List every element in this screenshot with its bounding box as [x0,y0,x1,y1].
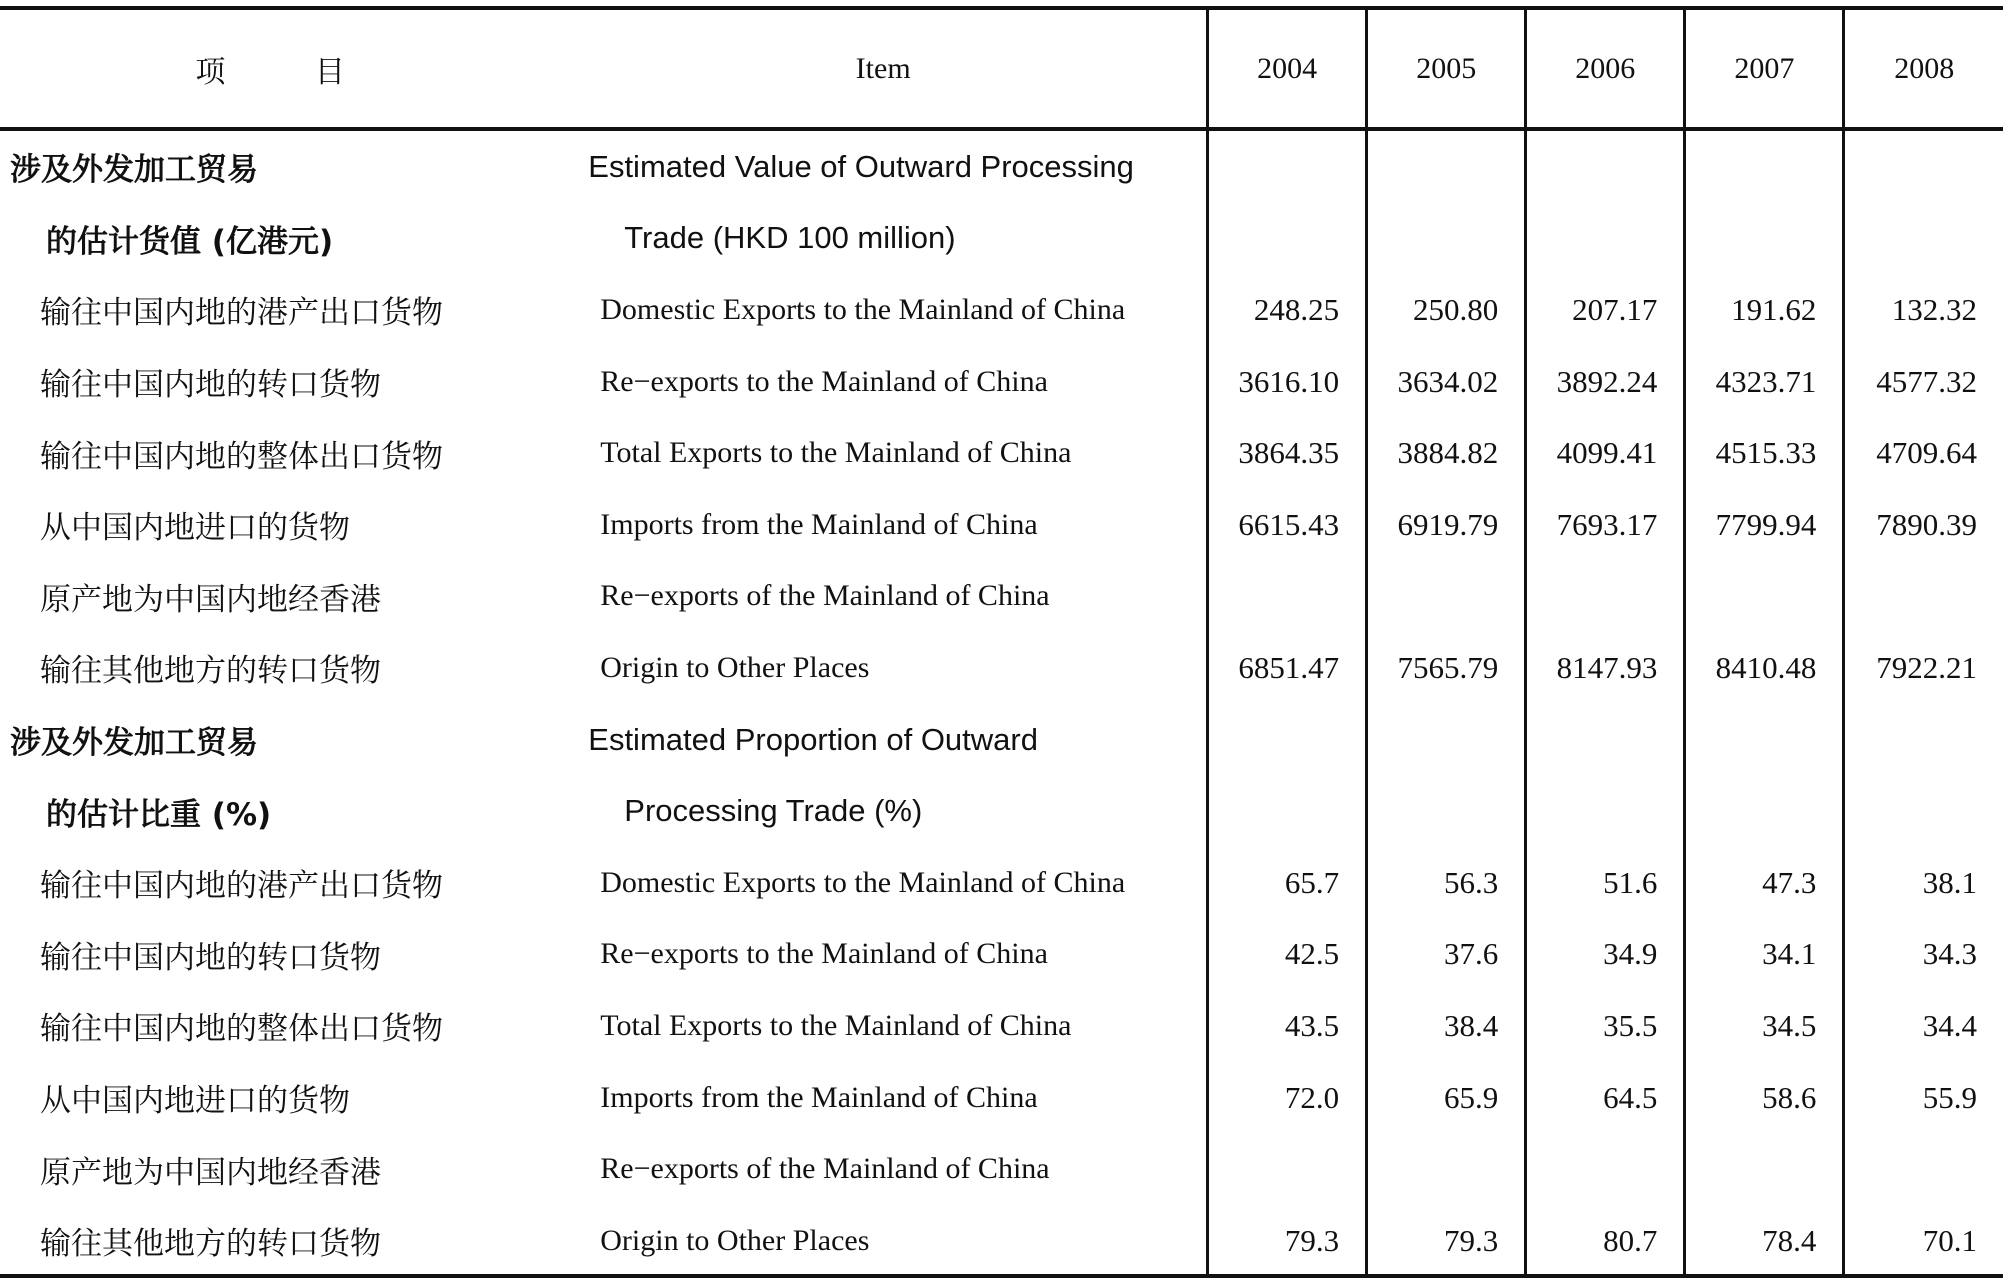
value-cell [1208,203,1367,275]
section-header-row [0,704,2003,776]
data-table [0,10,2003,1277]
value-cell [1526,775,1685,847]
value-cell [1526,561,1685,633]
row-label-cn: 的估计比重 (%) [46,796,272,833]
table-row [0,1205,2003,1277]
row-label-cn: 涉及外发加工贸易 [10,725,258,762]
value-cell: 51.6 [1526,847,1685,919]
section-header-row [0,203,2003,275]
value-cell [1844,704,2003,776]
row-label-cn: 输往中国内地的港产出口货物 [40,295,443,332]
value-cell [1685,561,1844,633]
section-header-row [0,775,2003,847]
value-cell: 4323.71 [1685,346,1844,418]
value-cell [1208,704,1367,776]
row-label-en: Trade (HKD 100 million) [624,220,956,256]
value-cell: 248.25 [1208,274,1367,346]
value-cell [1844,775,2003,847]
value-cell: 37.6 [1367,919,1526,991]
value-cell [1208,775,1367,847]
value-cell: 207.17 [1526,274,1685,346]
value-cell: 8410.48 [1685,632,1844,704]
value-cell: 3884.82 [1367,417,1526,489]
value-cell: 56.3 [1367,847,1526,919]
row-label-cn: 涉及外发加工贸易 [10,152,258,189]
value-cell: 72.0 [1208,1062,1367,1134]
row-label-cn: 输往中国内地的港产出口货物 [40,868,443,905]
table-row [0,1133,2003,1205]
value-cell: 7890.39 [1844,489,2003,561]
header-item-en: Item [560,10,1207,129]
value-cell [1685,775,1844,847]
value-cell: 43.5 [1208,990,1367,1062]
header-year: 2006 [1526,10,1685,129]
value-cell: 6615.43 [1208,489,1367,561]
value-cell [1208,129,1367,203]
table-body [0,129,2003,1277]
value-cell: 6851.47 [1208,632,1367,704]
value-cell: 58.6 [1685,1062,1844,1134]
header-year: 2005 [1367,10,1526,129]
row-label-cn: 输往中国内地的整体出口货物 [40,1011,443,1048]
value-cell [1367,704,1526,776]
row-label-en: Total Exports to the Mainland of China [600,1008,1072,1042]
table-row [0,561,2003,633]
row-label-en: Total Exports to the Mainland of China [600,436,1072,470]
table-header [0,10,2003,129]
row-label-en: Re−exports of the Mainland of China [600,579,1050,613]
header-row [0,10,2003,129]
row-label-cn: 输往其他地方的转口货物 [40,1226,381,1263]
table-row [0,1062,2003,1134]
header-year: 2007 [1685,10,1844,129]
value-cell: 65.7 [1208,847,1367,919]
table-row [0,847,2003,919]
value-cell: 34.3 [1844,919,2003,991]
value-cell [1367,561,1526,633]
value-cell: 42.5 [1208,919,1367,991]
row-label-cn: 输往其他地方的转口货物 [40,653,381,690]
row-label-en: Re−exports of the Mainland of China [600,1152,1050,1186]
value-cell: 47.3 [1685,847,1844,919]
value-cell [1526,203,1685,275]
value-cell: 34.1 [1685,919,1844,991]
row-label-en: Imports from the Mainland of China [600,1080,1038,1114]
value-cell: 38.4 [1367,990,1526,1062]
value-cell [1367,775,1526,847]
value-cell: 79.3 [1208,1205,1367,1277]
row-label-cn: 从中国内地进口的货物 [40,1083,350,1120]
row-label-en: Domestic Exports to the Mainland of China [600,292,1126,326]
value-cell [1685,129,1844,203]
value-cell [1526,129,1685,203]
value-cell [1526,1133,1685,1205]
value-cell: 7922.21 [1844,632,2003,704]
value-cell [1685,203,1844,275]
value-cell [1367,1133,1526,1205]
section-header-row [0,129,2003,203]
row-label-en: Re−exports to the Mainland of China [600,364,1048,398]
value-cell: 3634.02 [1367,346,1526,418]
value-cell: 191.62 [1685,274,1844,346]
value-cell: 7565.79 [1367,632,1526,704]
row-label-en: Origin to Other Places [600,1223,870,1257]
table-row [0,346,2003,418]
row-label-cn: 的估计货值 (亿港元) [46,223,334,260]
value-cell: 78.4 [1685,1205,1844,1277]
value-cell: 4709.64 [1844,417,2003,489]
value-cell: 6919.79 [1367,489,1526,561]
table-row [0,990,2003,1062]
value-cell: 80.7 [1526,1205,1685,1277]
value-cell: 8147.93 [1526,632,1685,704]
value-cell: 4099.41 [1526,417,1685,489]
table-row [0,919,2003,991]
value-cell: 3864.35 [1208,417,1367,489]
value-cell: 132.32 [1844,274,2003,346]
row-label-cn: 输往中国内地的整体出口货物 [40,438,443,475]
value-cell: 79.3 [1367,1205,1526,1277]
value-cell: 70.1 [1844,1205,2003,1277]
value-cell: 4515.33 [1685,417,1844,489]
value-cell [1526,704,1685,776]
value-cell: 35.5 [1526,990,1685,1062]
value-cell: 7799.94 [1685,489,1844,561]
row-label-cn: 输往中国内地的转口货物 [40,939,381,976]
value-cell: 64.5 [1526,1062,1685,1134]
value-cell [1844,561,2003,633]
table-row [0,274,2003,346]
bottom-rule [0,1274,2003,1278]
header-item-cn: 项 目 [0,10,560,129]
value-cell [1844,1133,2003,1205]
value-cell: 34.5 [1685,990,1844,1062]
table-row [0,417,2003,489]
row-label-en: Re−exports to the Mainland of China [600,937,1048,971]
value-cell: 3892.24 [1526,346,1685,418]
row-label-cn: 从中国内地进口的货物 [40,510,350,547]
row-label-cn: 输往中国内地的转口货物 [40,367,381,404]
value-cell: 38.1 [1844,847,2003,919]
value-cell: 250.80 [1367,274,1526,346]
table-row [0,632,2003,704]
header-year: 2008 [1844,10,2003,129]
value-cell: 55.9 [1844,1062,2003,1134]
value-cell [1844,129,2003,203]
row-label-en: Origin to Other Places [600,650,870,684]
value-cell: 65.9 [1367,1062,1526,1134]
value-cell [1367,203,1526,275]
row-label-cn: 原产地为中国内地经香港 [40,581,381,618]
row-label-cn: 原产地为中国内地经香港 [40,1154,381,1191]
row-label-en: Estimated Value of Outward Processing [588,148,1134,184]
value-cell [1685,704,1844,776]
header-year: 2004 [1208,10,1367,129]
table-row [0,489,2003,561]
row-label-en: Estimated Proportion of Outward [588,721,1038,757]
row-label-en: Processing Trade (%) [624,793,923,829]
value-cell [1367,129,1526,203]
row-label-en: Imports from the Mainland of China [600,507,1038,541]
value-cell [1208,1133,1367,1205]
value-cell: 34.4 [1844,990,2003,1062]
value-cell: 7693.17 [1526,489,1685,561]
value-cell: 4577.32 [1844,346,2003,418]
value-cell: 3616.10 [1208,346,1367,418]
row-label-en: Domestic Exports to the Mainland of China [600,865,1126,899]
value-cell [1685,1133,1844,1205]
value-cell [1844,203,2003,275]
value-cell [1208,561,1367,633]
value-cell: 34.9 [1526,919,1685,991]
